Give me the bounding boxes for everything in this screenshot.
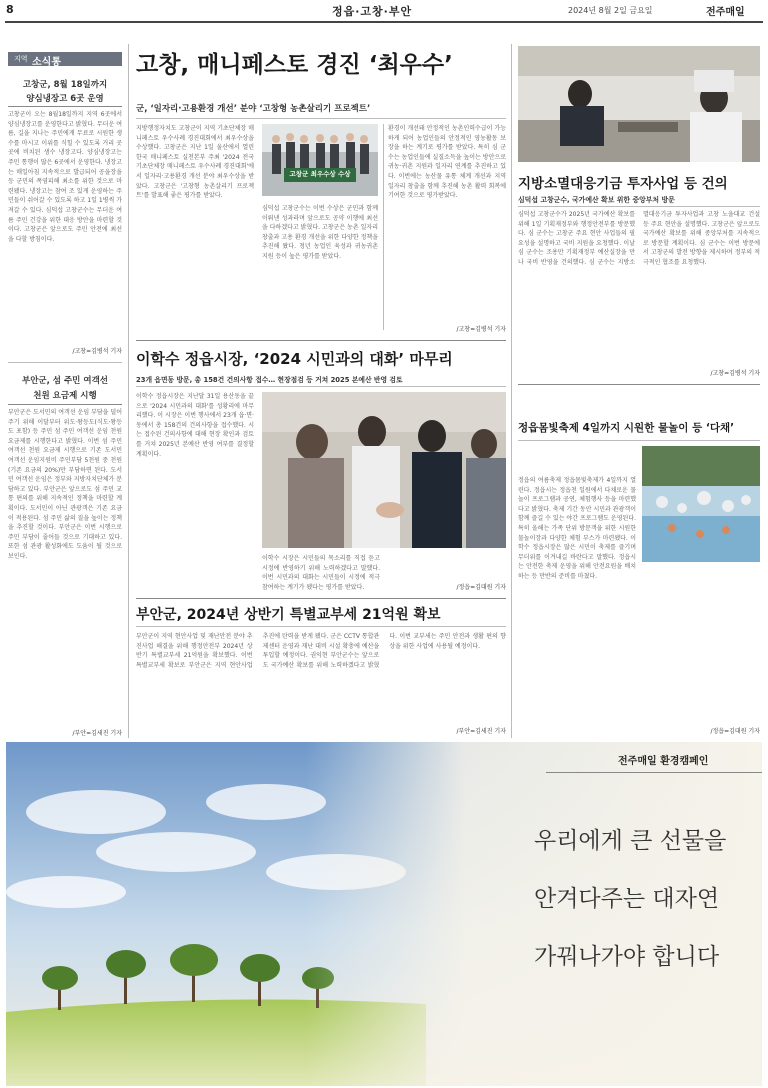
meeting-photo-image xyxy=(518,46,760,162)
festival-photo-image xyxy=(642,446,760,562)
water-festival-photo xyxy=(642,446,760,562)
award-banner-text: 고창군 최우수상 수상 xyxy=(289,170,351,178)
jeongeup-dialogue-body-1: 이학수 정읍시장은 지난달 31일 용산동을 끝으로 '2024 시민과의 대화'를 성황리에 마무리했다. 이 시장은 이번 행사에서 23개 읍·면·동에서 총 158건의 건의사항을 접수했다. 시는 접수된 건의사항에 대해 현장 확인과 검토를 거쳐 2025년 본예산 반영 여부를 결정할 계획이다. xyxy=(136,393,254,458)
page-number: 8 xyxy=(6,3,14,16)
divider xyxy=(136,386,506,387)
sidebar-story2-headline: 부안군, 섬 주민 여객선 xyxy=(21,376,108,386)
gochang-manifesto-body-3: 환경이 개선돼 안정적인 농촌인력수급이 가능하게 되어 농업인들의 안정적인 영농활동 보장을 하는 계기로 평가를 받았다. 특히 심 군수는 농업인들에 실질소득을 높이는 방안으로 귀농·귀촌 지원과 일자리 연계를 추진하고 있다. 이번에는 농산물 유통 체계 개선과 지역 일자리 창출을 함께 추진해 농촌 활력 회복에 기여한 것으로 평가받았다. xyxy=(388,125,506,200)
award-photo-image xyxy=(262,124,378,196)
campaign-rule xyxy=(546,772,762,773)
divider xyxy=(136,626,506,627)
sidebar-story1-subhead: 양심냉장고 6곳 운영 xyxy=(26,94,104,104)
divider xyxy=(8,404,122,405)
sidebar-story1-headline: 고창군, 8월 18일까지 xyxy=(22,80,108,90)
campaign-line-2: 안겨다주는 대자연 xyxy=(534,886,720,912)
jeongeup-dialogue-body-2: 이학수 시장은 시민들의 목소리를 직접 듣고 시정에 반영하기 위해 노력하겠다고 말했다. 이번 시민과의 대화는 시민들이 시정에 적극 참여하는 계기가 됐다는 평가를 받았다. xyxy=(262,555,380,591)
official-meeting-photo xyxy=(518,46,760,162)
sidebar-story2-byline: /부안=김세진 기자 xyxy=(72,730,122,737)
sidebar-story2-subhead: 천원 요금제 시행 xyxy=(33,391,97,401)
jeongeup-festival-body: 정읍의 여름축제 정읍몸빛축제가 4일까지 열린다. 정읍시는 정읍천 일원에서 다채로운 물놀이 프로그램과 공연, 체험행사 등을 마련했다고 밝혔다. 축제 기간 동안 시민과 관광객이 함께 즐길 수 있는 야간 프로그램도 운영된다. 특히 올해는 가족 단위 방문객을 위한 시원한 물놀이장과 다양한 체험 부스가 마련됐다. 이학수 정읍시장은 많은 시민이 축제를 즐기며 무더위를 이겨내길 바란다고 말했다. 정읍시는 안전한 축제 운영을 위해 안전요원을 배치하는 등 만반의 준비를 마쳤다. xyxy=(518,477,636,580)
environment-campaign-ad xyxy=(6,742,762,1086)
sidebar-story2-body: 부안군은 도서민의 여객선 운임 부담을 덜어주기 위해 이달부터 위도·왕등도(식도·왕등도 포함) 등 주민 섬 주민 여객선 운임 천원요금제를 시행한다고 밝혔다. 이번 섬 주민 여객선 천원 요금제 시행으로 기존 도서민 여객선 운임지원비 주민부담 5천원 중 천원(기존 요금의 20%)만 부담하면 된다. 도서민 여객선 운임은 정부와 지방자치단체가 분담하고 있다. 부안군은 앞으로도 섬 주민 교통 편의를 위해 지속적인 정책을 마련할 계획이다. 도서민이 아닌 관광객은 기존 요금이 적용된다. 섬 주민 삶의 질을 높이는 정책을 추진할 것이다. 부안군은 이번 시행으로 주민 부담이 줄어들 것으로 기대하고 있다. 또한 섬 관광 활성화에도 도움이 될 것으로 보인다. xyxy=(8,409,122,560)
issue-date: 2024년 8월 2일 금요일 xyxy=(568,6,653,15)
jeongeup-dialogue-subhead: 23개 읍면동 방문, 총 158건 건의사항 접수… 현장점검 등 거쳐 2025 본예산 반영 검토 xyxy=(136,376,403,384)
buan-grant-headline: 부안군, 2024년 상반기 특별교부세 21억원 확보 xyxy=(136,607,441,623)
column-rule xyxy=(128,44,129,738)
sidebar-label xyxy=(8,52,122,66)
divider xyxy=(136,340,506,341)
page-header xyxy=(0,0,768,22)
divider xyxy=(8,362,122,363)
jeongeup-dialogue-headline: 이학수 정읍시장, ‘2024 시민과의 대화’ 마무리 xyxy=(136,350,453,368)
divider xyxy=(518,384,760,385)
campaign-line-1: 우리에게 큰 선물을 xyxy=(534,828,727,854)
gochang-investment-body: 심덕섭 고창군수가 2025년 국가예산 확보를 위해 1일 기획재정부와 행정안전부를 방문했다. 심 군수는 고창군 주요 현안 사업들의 필요성을 설명하고 국비 지원을 요청했다. 이날 심 군수는 조용만 기획재정부 예산실장을 만나 국비 반영을 건의했다. 심 군수는 지방소멸대응기금 투자사업과 고창 노을대교 건설 등 주요 현안을 설명했다. 고창군은 앞으로도 국가예산 확보를 위해 중앙부처를 지속적으로 방문할 계획이다. 심 군수는 이번 방문에서 고창군의 발전 방향을 제시하며 정부의 적극적인 협조를 요청했다. xyxy=(518,211,760,266)
divider xyxy=(518,206,760,207)
gochang-manifesto-headline: 고창, 매니페스토 경진 ‘최우수’ xyxy=(136,52,453,78)
paper-name: 전주매일 xyxy=(706,7,745,18)
divider xyxy=(518,440,760,441)
column-rule xyxy=(511,44,512,738)
jeongeup-dialogue-byline: /정읍=김대원 기자 xyxy=(456,584,506,591)
gochang-manifesto-subhead: 군, ‘일자리·고용환경 개선’ 분야 ‘고창형 농촌살리기 프로젝트’ xyxy=(136,104,371,114)
campaign-line-3: 가꿔나가야 합니다 xyxy=(534,944,720,970)
sidebar-label-main: 소식통 xyxy=(32,57,61,68)
divider xyxy=(8,106,122,107)
award-ceremony-photo xyxy=(262,124,378,196)
divider xyxy=(136,598,506,599)
jeongeup-festival-headline: 정읍몸빛축제 4일까지 시원한 물놀이 등 ‘다채’ xyxy=(518,422,735,434)
landscape-illustration xyxy=(6,742,762,1086)
sidebar-story1-byline: /고창=김병석 기자 xyxy=(72,348,122,355)
gochang-investment-byline: /고창=김병석 기자 xyxy=(710,370,760,377)
header-rule xyxy=(5,21,763,23)
buan-grant-byline: /부안=김세진 기자 xyxy=(456,728,506,735)
buan-grant-body: 부안군이 지역 현안사업 및 재난안전 분야 추진사업 해결을 위해 행정안전부 2024년 상반기 특별교부세 21억원을 확보했다. 이번 특별교부세 확보로 부안군은 지역 현안사업 추진에 탄력을 받게 됐다. 군은 CCTV 통합관제센터 운영과 재난 대비 시설 확충에 예산을 투입할 예정이다. 권익현 부안군수는 앞으로도 국가예산 확보를 위해 노력하겠다고 밝혔다. 이번 교부세는 주민 안전과 생활 편의 향상을 위한 사업에 사용될 예정이다. xyxy=(136,633,506,669)
campaign-label: 전주매일 환경캠페인 xyxy=(618,756,709,767)
gochang-investment-headline: 지방소멸대응기금 투자사업 등 건의 xyxy=(518,176,728,192)
jeongeup-festival-byline: /정읍=김대원 기자 xyxy=(710,728,760,735)
column-rule xyxy=(383,124,384,330)
gochang-manifesto-body-2: 심덕섭 고창군수는 이번 수상은 군민과 함께 이뤄낸 성과라며 앞으로도 공약 이행에 최선을 다하겠다고 밝혔다. 고창군은 농촌 일자리 창출과 고용 환경 개선을 위한 다양한 정책을 추진해 왔다. 청년 농업인 육성과 귀농귀촌 지원 등이 높은 평가를 받았다. xyxy=(262,205,378,260)
gochang-manifesto-body-1: 지방행정자치도 고창군이 지역 기초단체장 매니페스토 우수사례 경진대회에서 최우수상을 수상했다. 고창군은 지난 1일 울산에서 열린 한국 매니페스토 실천본부 주최 '2024 전국 기초단체장 매니페스토 우수사례 경진대회'에서 일자리·고용환경 개선 분야 최우수상을 받았다. 고창군은 '고창형 농촌살리기 프로젝트'를 발표해 좋은 평가를 받았다. xyxy=(136,125,254,200)
handshake-photo-image xyxy=(262,392,506,548)
section-title: 정읍·고창·부안 xyxy=(332,5,413,18)
gochang-investment-subhead: 심덕섭 고창군수, 국가예산 확보 위한 중앙부처 방문 xyxy=(518,196,675,204)
gochang-manifesto-byline: /고창=김병석 기자 xyxy=(456,326,506,333)
citizen-handshake-photo xyxy=(262,392,506,548)
divider xyxy=(136,118,506,119)
sidebar-story1-body: 고창군이 오는 8월18일까지 지역 6곳에서 양심냉장고를 운영한다고 밝혔다. 무더운 여름, 길을 지나는 주민에게 무료로 시원한 생수를 마시고 이위를 식힐 수 있도록 거리 곳곳에 비치된 생수 냉장고다. 양심냉장고는 주민 통행이 많은 6곳에서 운영한다. 냉장고는 매일아침 지속적으로 발급되어 공을장을 등 군민의 폭염피해 최소를 위한 것으로 마련됐다. 냉장고는 참여 조 있게 운영하는 주민들이 쉬어갈 수 있도록 하고 1일 1병씩 가져갈 수 있다. 심덕섭 고창군수는 무더운 여름 주민 건강을 위한 대응 방안을 마련할 것이다. 고창군은 앞으로도 주민 안전에 최선을 다할 방침이다. xyxy=(8,111,122,243)
sidebar-label-small: 지역 xyxy=(14,55,28,63)
